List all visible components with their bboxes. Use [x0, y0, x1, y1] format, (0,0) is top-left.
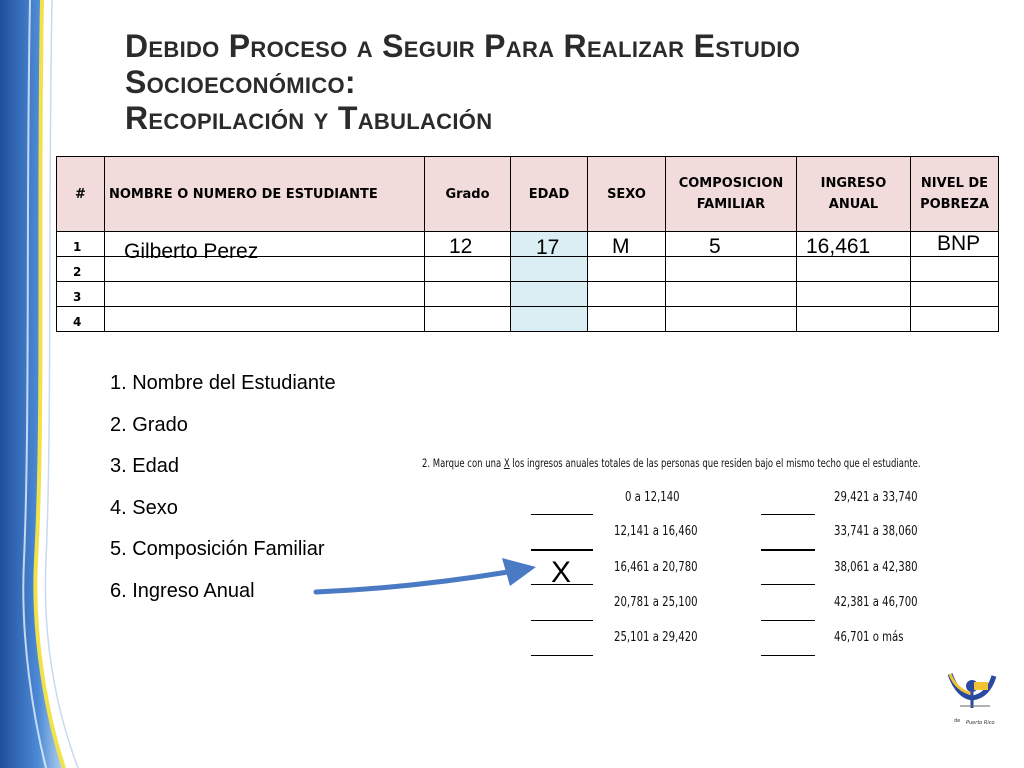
title-line-2: Recopilación y Tabulación	[125, 100, 493, 136]
list-item: 2. Grado	[110, 413, 188, 436]
col-header-nombre: NOMBRE O NUMERO DE ESTUDIANTE	[105, 157, 425, 232]
range-option: 29,421 a 33,740	[834, 490, 918, 505]
list-item: 1. Nombre del Estudiante	[110, 372, 336, 394]
svg-text:Puerto Rico: Puerto Rico	[966, 720, 995, 726]
range-option: 42,381 a 46,700	[834, 595, 918, 610]
income-question	[422, 456, 921, 470]
question-suffix: los ingresos anuales totales de las personas que residen bajo el mismo techo que el estudiante.	[509, 456, 921, 470]
value-composicion: 5	[709, 235, 721, 258]
value-sexo: M	[612, 235, 630, 258]
col-header-ingreso: INGRESO ANUAL	[797, 157, 911, 232]
table-header-row	[57, 157, 999, 232]
row-number: 1	[57, 232, 105, 257]
row-number: 2	[57, 257, 105, 282]
range-option: 20,781 a 25,100	[614, 595, 698, 610]
logo-emblem-icon	[930, 660, 1010, 730]
x-mark: X	[551, 556, 572, 589]
table-row	[57, 282, 999, 307]
list-item: 4. Sexo	[110, 496, 178, 519]
blank-line[interactable]	[761, 620, 815, 621]
cell-edad[interactable]	[511, 307, 588, 332]
range-option: 33,741 a 38,060	[834, 524, 918, 539]
list-item: 3. Edad	[110, 455, 179, 477]
blank-line[interactable]	[761, 549, 815, 551]
row-number: 4	[57, 307, 105, 332]
blank-line[interactable]	[761, 584, 815, 585]
cell-ingreso[interactable]	[797, 282, 911, 307]
range-option: 46,701 o más	[834, 630, 904, 645]
range-option: 16,461 a 20,780	[614, 560, 698, 575]
cell-grado[interactable]	[425, 282, 511, 307]
range-option: 25,101 a 29,420	[614, 630, 698, 645]
cell-edad[interactable]	[511, 282, 588, 307]
cell-nivel[interactable]	[911, 307, 999, 332]
cell-ingreso[interactable]	[797, 257, 911, 282]
blank-line[interactable]	[531, 620, 593, 621]
col-header-composicion: COMPOSICION FAMILIAR	[666, 157, 797, 232]
svg-text:de: de	[954, 718, 961, 724]
list-item: 5. Composición Familiar	[110, 538, 325, 560]
blank-line[interactable]	[761, 655, 815, 656]
cell-sexo[interactable]	[588, 307, 666, 332]
pointer-arrow-icon	[300, 550, 545, 600]
cell-grado[interactable]	[425, 257, 511, 282]
row-number: 3	[57, 282, 105, 307]
range-option: 12,141 a 16,460	[614, 524, 698, 539]
col-header-sexo: SEXO	[588, 157, 666, 232]
cell-edad[interactable]	[511, 257, 588, 282]
cell-sexo[interactable]	[588, 257, 666, 282]
cell-composicion[interactable]	[666, 232, 797, 257]
cell-nivel[interactable]	[911, 257, 999, 282]
cell-grado[interactable]	[425, 307, 511, 332]
blank-line[interactable]	[531, 655, 593, 656]
cell-composicion[interactable]	[666, 307, 797, 332]
col-header-grado: Grado	[425, 157, 511, 232]
col-header-edad: EDAD	[511, 157, 588, 232]
col-header-nivel: NIVEL DE POBREZA	[911, 157, 999, 232]
cell-ingreso[interactable]	[797, 307, 911, 332]
title-line-1: Debido Proceso a Seguir Para Realizar Estudio Socioeconómico:	[125, 28, 801, 100]
col-header-number: #	[57, 157, 105, 232]
cell-composicion[interactable]	[666, 257, 797, 282]
value-nivel: BNP	[937, 232, 981, 255]
page-title	[125, 28, 1005, 136]
value-grado: 12	[449, 235, 473, 258]
blank-line[interactable]	[531, 514, 593, 515]
cell-nivel[interactable]	[911, 282, 999, 307]
question-prefix: 2. Marque con una	[422, 456, 504, 470]
range-option: 38,061 a 42,380	[834, 560, 918, 575]
table-row	[57, 307, 999, 332]
cell-sexo[interactable]	[588, 282, 666, 307]
question-x: X	[503, 456, 510, 470]
value-ingreso: 16,461	[806, 235, 871, 258]
range-option: 0 a 12,140	[625, 490, 680, 505]
cell-composicion[interactable]	[666, 282, 797, 307]
value-nombre: Gilberto Perez	[124, 240, 259, 263]
cell-nombre[interactable]	[105, 282, 425, 307]
left-decorative-band	[0, 0, 80, 768]
blank-line[interactable]	[761, 514, 815, 515]
list-item: 6. Ingreso Anual	[110, 579, 255, 602]
value-edad: 17	[536, 236, 560, 259]
cell-nombre[interactable]	[105, 307, 425, 332]
